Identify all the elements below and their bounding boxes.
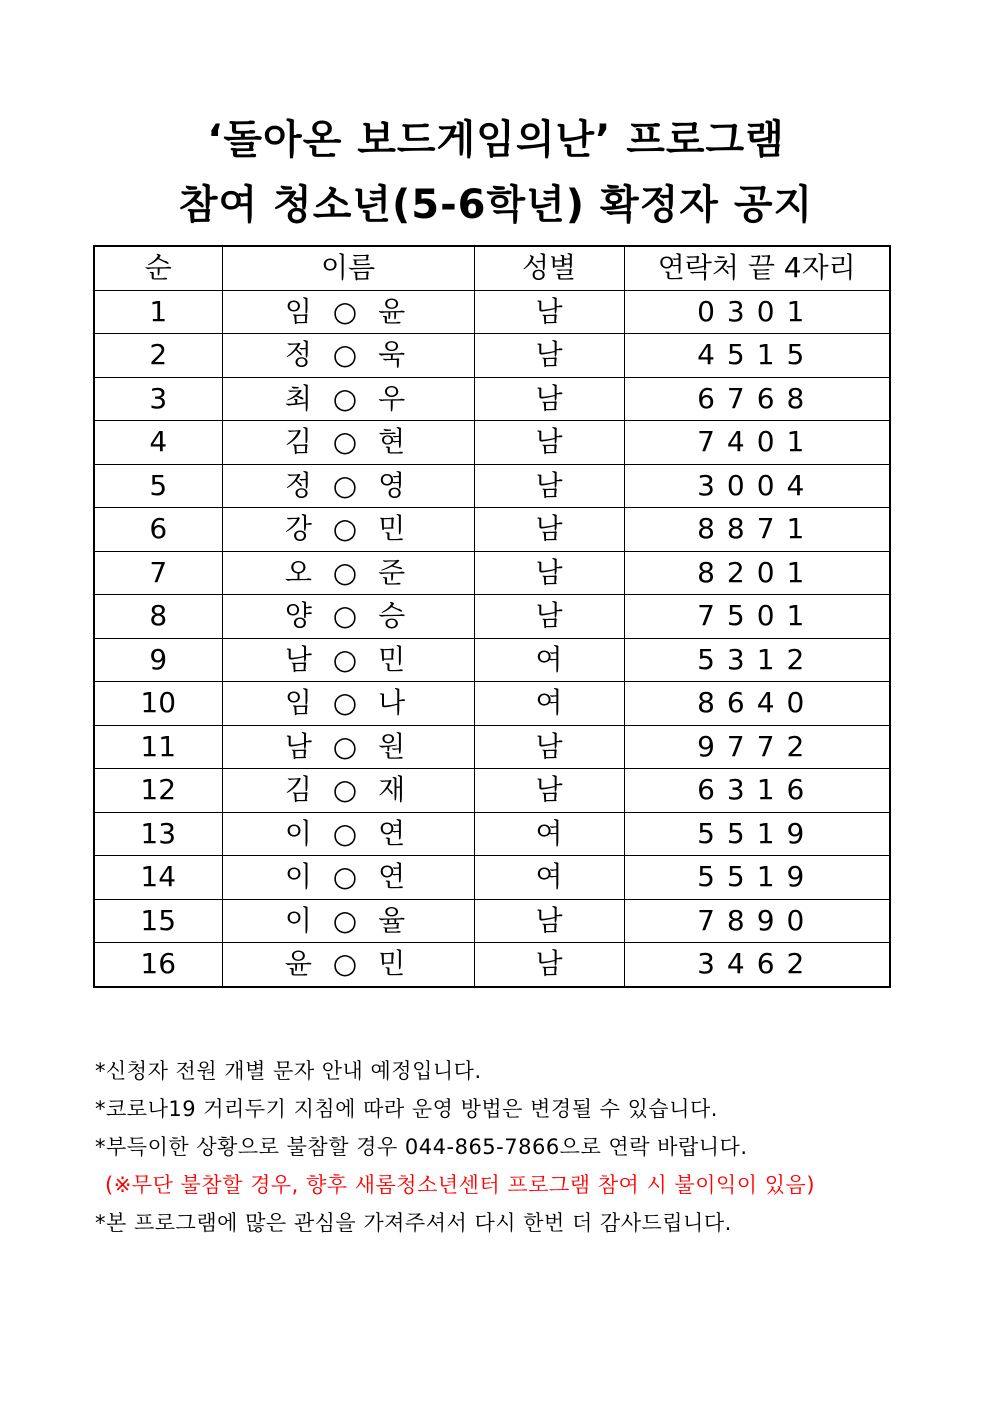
cell-number: 14 [94,856,222,900]
cell-number: 16 [94,943,222,987]
cell-phone: 8871 [624,508,890,552]
cell-phone: 4515 [624,334,890,378]
cell-gender: 남 [474,421,624,465]
table-body [94,290,890,987]
cell-phone: 8201 [624,551,890,595]
cell-number: 8 [94,595,222,639]
cell-phone: 5519 [624,856,890,900]
cell-phone: 3462 [624,943,890,987]
cell-gender: 남 [474,725,624,769]
cell-phone: 0301 [624,290,890,334]
cell-name: 오 ○ 준 [222,551,474,595]
header-number: 순 [94,246,222,290]
cell-name: 강 ○ 민 [222,508,474,552]
cell-phone: 3004 [624,464,890,508]
cell-gender: 남 [474,899,624,943]
cell-name: 최 ○ 우 [222,377,474,421]
cell-gender: 남 [474,290,624,334]
cell-name: 남 ○ 민 [222,638,474,682]
cell-number: 15 [94,899,222,943]
notes-section [95,1052,895,1242]
cell-phone: 6768 [624,377,890,421]
table-row [94,595,890,639]
table-row [94,334,890,378]
table-row [94,377,890,421]
cell-gender: 여 [474,638,624,682]
page-title: ‘돌아온 보드게임의난’ 프로그램 [207,117,785,163]
cell-number: 9 [94,638,222,682]
cell-gender: 남 [474,943,624,987]
cell-name: 김 ○ 현 [222,421,474,465]
table-row [94,682,890,726]
notice-item: *신청자 전원 개별 문자 안내 예정입니다. [95,1059,482,1083]
table-row [94,812,890,856]
cell-number: 3 [94,377,222,421]
cell-gender: 남 [474,334,624,378]
cell-number: 10 [94,682,222,726]
cell-phone: 7890 [624,899,890,943]
table-row [94,943,890,987]
cell-number: 4 [94,421,222,465]
cell-name: 이 ○ 연 [222,856,474,900]
table-header-row [94,246,890,290]
cell-gender: 여 [474,682,624,726]
cell-phone: 7401 [624,421,890,465]
cell-name: 남 ○ 원 [222,725,474,769]
table-row [94,464,890,508]
cell-gender: 남 [474,595,624,639]
header-phone: 연락처 끝 4자리 [624,246,890,290]
header-gender: 성별 [474,246,624,290]
table-row [94,856,890,900]
cell-phone: 7501 [624,595,890,639]
cell-gender: 남 [474,508,624,552]
cell-gender: 남 [474,769,624,813]
cell-gender: 남 [474,464,624,508]
page-subtitle: 참여 청소년(5-6학년) 확정자 공지 [178,182,814,228]
cell-number: 7 [94,551,222,595]
table-row [94,638,890,682]
cell-gender: 여 [474,812,624,856]
cell-name: 임 ○ 나 [222,682,474,726]
cell-number: 11 [94,725,222,769]
cell-number: 1 [94,290,222,334]
cell-phone: 8640 [624,682,890,726]
cell-number: 12 [94,769,222,813]
cell-name: 양 ○ 승 [222,595,474,639]
table-row [94,899,890,943]
cell-number: 13 [94,812,222,856]
cell-phone: 5312 [624,638,890,682]
cell-number: 6 [94,508,222,552]
table-row [94,769,890,813]
cell-name: 이 ○ 연 [222,812,474,856]
header-name: 이름 [222,246,474,290]
table-row [94,290,890,334]
participant-table [93,245,891,988]
cell-name: 이 ○ 율 [222,899,474,943]
cell-phone: 6316 [624,769,890,813]
cell-name: 김 ○ 재 [222,769,474,813]
notice-item: *본 프로그램에 많은 관심을 가져주셔서 다시 한번 더 감사드립니다. [95,1211,732,1235]
cell-name: 임 ○ 윤 [222,290,474,334]
cell-gender: 남 [474,377,624,421]
cell-phone: 5519 [624,812,890,856]
table-row [94,725,890,769]
table-row [94,508,890,552]
cell-name: 정 ○ 욱 [222,334,474,378]
warning-note: (※무단 불참할 경우, 향후 새롬청소년센터 프로그램 참여 시 불이익이 있음) [105,1173,816,1197]
cell-name: 정 ○ 영 [222,464,474,508]
cell-name: 윤 ○ 민 [222,943,474,987]
cell-phone: 9772 [624,725,890,769]
cell-gender: 남 [474,551,624,595]
cell-number: 5 [94,464,222,508]
table-row [94,551,890,595]
cell-number: 2 [94,334,222,378]
cell-gender: 여 [474,856,624,900]
notice-item: *코로나19 거리두기 지침에 따라 운영 방법은 변경될 수 있습니다. [95,1097,718,1121]
notice-item: *부득이한 상황으로 불참할 경우 044-865-7866으로 연락 바랍니다. [95,1135,748,1159]
table-row [94,421,890,465]
